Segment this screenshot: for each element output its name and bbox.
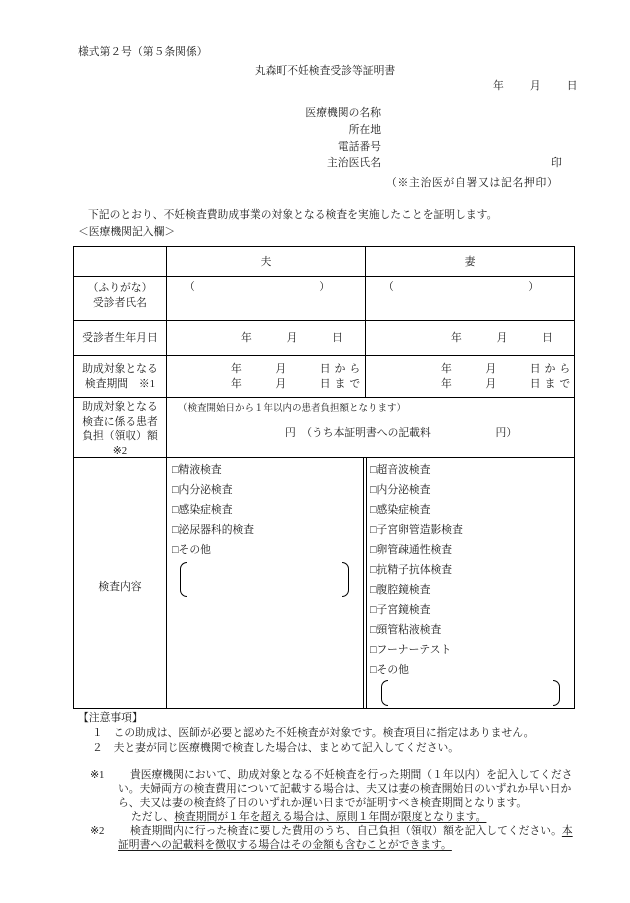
exam-item-antisperm-antibody bbox=[370, 563, 463, 583]
checkbox[interactable]: □ bbox=[172, 544, 179, 556]
exam-item-infection-test bbox=[370, 503, 463, 523]
wife-period-to: 年 月 日まで bbox=[441, 378, 575, 390]
institution-address-label: 所在地 bbox=[348, 124, 381, 136]
note-asterisk-1-line: い。夫婦両方の検査費用について記載する場合は、夫又は妻の検査開始日のいずれか早い日か bbox=[118, 783, 572, 795]
issue-date: 年 月 日 bbox=[493, 80, 580, 92]
paren-open: （ bbox=[184, 281, 195, 293]
doctor-name-label: 主治医氏名 bbox=[327, 157, 381, 169]
name-row-label bbox=[74, 281, 166, 310]
note-asterisk-1-mark: ※1 bbox=[90, 769, 105, 781]
cost-amount-line: 円 （うち本証明書への記載料 円） bbox=[285, 427, 518, 439]
exam-item-tubal-patency bbox=[370, 543, 463, 563]
exam-label: 精液検査 bbox=[178, 464, 222, 476]
table-rule-spouse-divider bbox=[365, 247, 366, 397]
checkbox[interactable]: □ bbox=[172, 464, 179, 476]
checkbox[interactable]: □ bbox=[370, 564, 377, 576]
exam-item-hysteroscopy bbox=[370, 603, 463, 623]
exam-label: その他 bbox=[178, 544, 211, 556]
exam-item-hysterosalpingography bbox=[370, 523, 463, 543]
exam-label: 子宮卵管造影検査 bbox=[376, 524, 463, 536]
bracket-left bbox=[381, 680, 388, 706]
exam-item-huhner-test bbox=[370, 643, 463, 663]
section-heading: ＜医療機関記入欄＞ bbox=[78, 226, 176, 238]
patient-cost-label-line: ※2 bbox=[112, 444, 128, 457]
exam-label: 腹腔鏡検査 bbox=[376, 584, 431, 596]
note-asterisk-2-line bbox=[130, 824, 573, 838]
husband-period-to: 年 月 日まで bbox=[231, 378, 365, 390]
exam-label: 内分泌検査 bbox=[178, 484, 233, 496]
paren-open: （ bbox=[383, 281, 394, 293]
wife-other-details-field[interactable] bbox=[381, 680, 560, 706]
exam-contents-label: 検査内容 bbox=[98, 581, 142, 593]
note-asterisk-2-underlined-line: 証明書への記載料を徴収する場合はその金額も含むことができます。 bbox=[118, 839, 452, 851]
exam-label: 泌尿器科的検査 bbox=[178, 524, 255, 536]
bracket-left bbox=[180, 562, 187, 597]
certification-table bbox=[73, 246, 575, 709]
exam-period-label-bottom: 検査期間 ※1 bbox=[84, 377, 156, 390]
cost-note: （検査開始日から１年以内の患者負担額となります） bbox=[178, 404, 407, 414]
form-number: 様式第２号（第５条関係） bbox=[78, 46, 208, 58]
patient-cost-label bbox=[74, 400, 166, 458]
exam-item-ultrasound bbox=[370, 463, 463, 483]
exam-item-semen-test bbox=[172, 463, 254, 483]
exam-label: 内分泌検査 bbox=[376, 484, 431, 496]
checkbox[interactable]: □ bbox=[370, 584, 377, 596]
institution-phone-label: 電話番号 bbox=[337, 141, 381, 153]
checkbox[interactable]: □ bbox=[370, 644, 377, 656]
note-asterisk-1-proviso bbox=[131, 810, 486, 824]
checkbox[interactable]: □ bbox=[370, 484, 377, 496]
birth-date-label: 受診者生年月日 bbox=[82, 332, 158, 344]
exam-period-label-top: 助成対象となる bbox=[82, 363, 158, 375]
exam-label: その他 bbox=[376, 664, 409, 676]
bracket-right bbox=[342, 562, 349, 597]
note-asterisk-1-line: 貴医療機関において、助成対象となる不妊検査を行った期間（１年以内）を記入してくださ bbox=[130, 769, 573, 781]
paren-close: ） bbox=[319, 281, 330, 293]
certification-statement: 下記のとおり、不妊検査費助成事業の対象となる検査を実施したことを証明します。 bbox=[88, 209, 498, 221]
patient-cost-label-line: 検査に係る患者 bbox=[82, 415, 158, 428]
patient-cost-label-line: 負担（領収）額 bbox=[82, 430, 158, 442]
wife-furigana-field bbox=[383, 280, 539, 294]
exam-item-urology-test bbox=[172, 523, 254, 543]
note-asterisk-2-mark: ※2 bbox=[90, 825, 105, 837]
husband-other-details-field[interactable] bbox=[180, 562, 349, 597]
table-rule-period bbox=[74, 397, 574, 398]
exam-label: 頸管粘液検査 bbox=[376, 624, 442, 636]
checkbox[interactable]: □ bbox=[172, 524, 179, 536]
examinee-name-label: 受診者氏名 bbox=[93, 296, 147, 309]
exam-label: 卵管疎通性検査 bbox=[376, 544, 453, 556]
exam-label: フーナーテスト bbox=[376, 644, 452, 656]
paren-close: ） bbox=[528, 281, 539, 293]
checkbox[interactable]: □ bbox=[370, 464, 377, 476]
column-header-husband: 夫 bbox=[260, 256, 272, 268]
proviso-underlined: 検査期間が１年を超える場合は、原則１年間が限度となります。 bbox=[174, 811, 487, 823]
signature-note: （※主治医が自署又は記名押印） bbox=[386, 177, 559, 189]
patient-cost-label-line: 助成対象となる bbox=[82, 401, 158, 413]
checkbox[interactable]: □ bbox=[370, 604, 377, 616]
note-asterisk-2-text: 検査期間内に行った検査に要した費用のうち、自己負担（領収）額を記入してください。 bbox=[130, 825, 562, 837]
exam-period-label bbox=[74, 362, 166, 391]
bracket-right bbox=[553, 680, 560, 706]
seal-mark: 印 bbox=[551, 157, 562, 169]
note-item-2: ２ 夫と妻が同じ医療機関で検査した場合は、まとめて記入してください。 bbox=[92, 742, 460, 754]
column-header-wife: 妻 bbox=[464, 256, 476, 268]
proviso-prefix: ただし、 bbox=[131, 811, 175, 823]
exam-item-endocrine-test bbox=[370, 483, 463, 503]
table-rule-name bbox=[74, 320, 574, 321]
checkbox[interactable]: □ bbox=[370, 524, 377, 536]
husband-furigana-field bbox=[184, 280, 330, 294]
table-rule-exam-divider-left bbox=[363, 457, 364, 708]
checkbox[interactable]: □ bbox=[172, 504, 179, 516]
table-rule-exam-divider-right bbox=[366, 457, 367, 708]
wife-birth-date: 年 月 日 bbox=[451, 332, 558, 344]
exam-label: 抗精子抗体検査 bbox=[376, 564, 453, 576]
exam-label: 感染症検査 bbox=[376, 504, 431, 516]
exam-item-infection-test bbox=[172, 503, 254, 523]
exam-label: 感染症検査 bbox=[178, 504, 233, 516]
exam-item-laparoscopy bbox=[370, 583, 463, 603]
note-asterisk-1-line: ら、夫又は妻の検査終了日のいずれか遅い日までが証明すべき検査期間となります。 bbox=[118, 797, 528, 809]
checkbox[interactable]: □ bbox=[370, 664, 377, 676]
husband-exam-list bbox=[172, 463, 254, 563]
checkbox[interactable]: □ bbox=[370, 624, 377, 636]
table-rule-label-column bbox=[166, 247, 167, 708]
exam-item-endocrine-test bbox=[172, 483, 254, 503]
exam-item-other bbox=[172, 543, 254, 563]
wife-period-from: 年 月 日から bbox=[441, 363, 575, 375]
institution-name-label: 医療機関の名称 bbox=[305, 107, 381, 119]
furigana-label: （ふりがな） bbox=[87, 282, 153, 294]
husband-period-from: 年 月 日から bbox=[231, 363, 365, 375]
checkbox[interactable]: □ bbox=[370, 544, 377, 556]
exam-label: 超音波検査 bbox=[376, 464, 431, 476]
note-asterisk-2-underlined: 本 bbox=[561, 825, 573, 837]
table-rule-birth bbox=[74, 355, 574, 356]
checkbox[interactable]: □ bbox=[172, 484, 179, 496]
document-title: 丸森町不妊検査受診等証明書 bbox=[254, 65, 396, 77]
exam-label: 子宮鏡検査 bbox=[376, 604, 431, 616]
exam-item-cervical-mucus bbox=[370, 623, 463, 643]
note-item-1: １ この助成は、医師が必要と認めた不妊検査が対象です。検査項目に指定はありません。 bbox=[92, 727, 535, 739]
wife-exam-list bbox=[370, 463, 463, 683]
husband-birth-date: 年 月 日 bbox=[241, 332, 348, 344]
table-rule-header bbox=[74, 276, 574, 277]
checkbox[interactable]: □ bbox=[370, 504, 377, 516]
notes-heading: 【注意事項】 bbox=[78, 712, 143, 724]
